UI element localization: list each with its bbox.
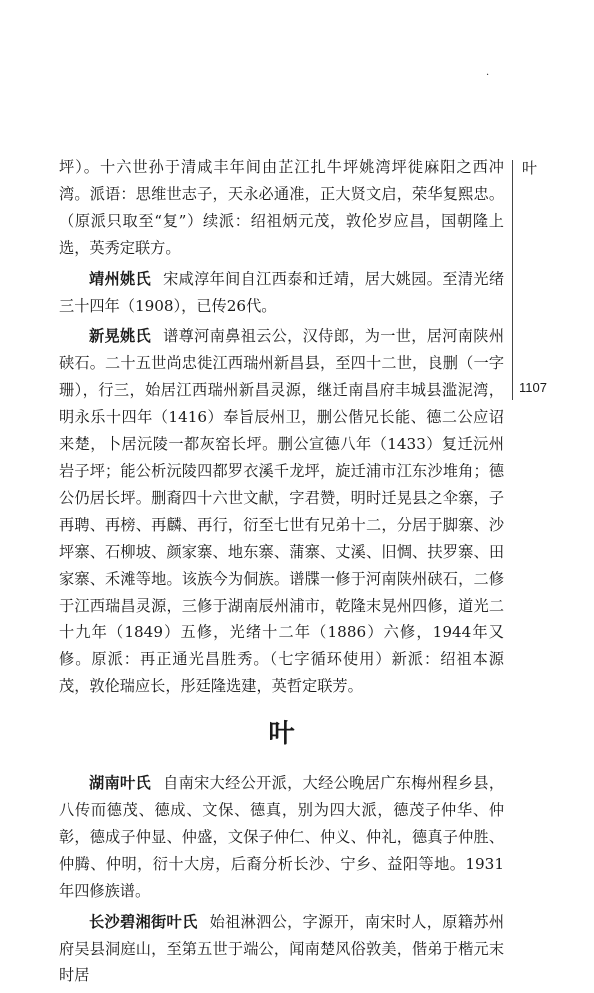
paragraph-text: 谱尊河南鼻祖云公，汉侍郎，为一世，居河南陕州硖石。二十五世尚忠徙江西瑞州新昌县，至四十二世，良删（一字珊），行三，始居江西瑞州新昌灵源，继迁南昌府丰城县滥泥湾，明永乐十四年（1416）奉旨辰州卫，删公偕兄长能、德二公应诏来楚，卜居沅陵一都灰窑长坪。删公宣德八年（1433）复迁沅州岩子坪；能公析沅陵四都罗衣溪千龙坪，旋迁浦市江东沙堆角；德公仍居长坪。删裔四十六世文献，字君赞，明时迁晃县之伞寨，子再聘、再榜、再麟、再行，衍至七世有兄弟十二，分居于脚寨、沙坪寨、石柳坡、颜家寨、地东寨、蒲寨、丈溪、旧惆、扶罗寨、田家寨、禾滩等地。该族今为侗族。谱牒一修于河南陕州硖石，二修于江西瑞昌灵源，三修于湖南辰州浦市，乾隆末晃州四修，道光二十九年（1849）五修，光绪十二年（1886）六修，1944年又修。原派：再正通光昌胜秀。（七字循环使用）新派：绍祖本源茂，敦伦瑞应长，彤廷隆选建，英哲定联芳。 [59,327,505,696]
clan-name: 湖南叶氏 [89,774,152,793]
paragraph-jingzhou-yao [59,266,504,320]
section-heading: 叶 [268,719,295,750]
paragraph-hunan-ye [59,770,504,905]
paragraph-text: 始祖淋泗公，字源开，南宋时人，原籍苏州府吴县洞庭山，至第五世于端公，闻南楚风俗敦美，偕弟于楷元末时居 [59,912,505,985]
paragraph-text: 坪）。十六世孙于清咸丰年间由芷江扎牛坪姚湾坪徙麻阳之西冲湾。派语：思维世志子，天永必通准，正大贤文启，荣华复熙忠。（原派只取至“复”）续派：绍祖炳元茂，敦伦岁应昌，国朝隆上选，英秀定联方。 [59,158,504,257]
margin-rule [512,160,513,400]
clan-name: 长沙碧湘街叶氏 [89,912,198,931]
paragraph-continued [59,154,504,262]
paragraph-changsha-ye [59,909,504,990]
paragraph-xinhuang-yao [59,323,504,700]
paragraph-text: 宋咸淳年间自江西泰和迁靖，居大姚园。至清光绪三十四年（1908），已传26代。 [59,269,505,315]
paragraph-text: 自南宋大经公开派，大经公晚居广东梅州程乡县，八传而德茂、德成、文保、德真，别为四大派，德茂子仲华、仲彰，德成子仲显、仲盛，文保子仲仁、仲义、仲礼，德真子仲胜、仲腾、仲明，衍十大房，后裔分析长沙、宁乡、益阳等地。1931年四修族谱。 [59,774,505,900]
clan-name: 新晃姚氏 [89,327,152,346]
clan-name: 靖州姚氏 [89,269,152,288]
page-dot-mark: · [486,70,490,81]
margin-section-char: 叶 [522,159,538,177]
document-body [59,154,504,993]
page-number: 1107 [519,380,547,395]
